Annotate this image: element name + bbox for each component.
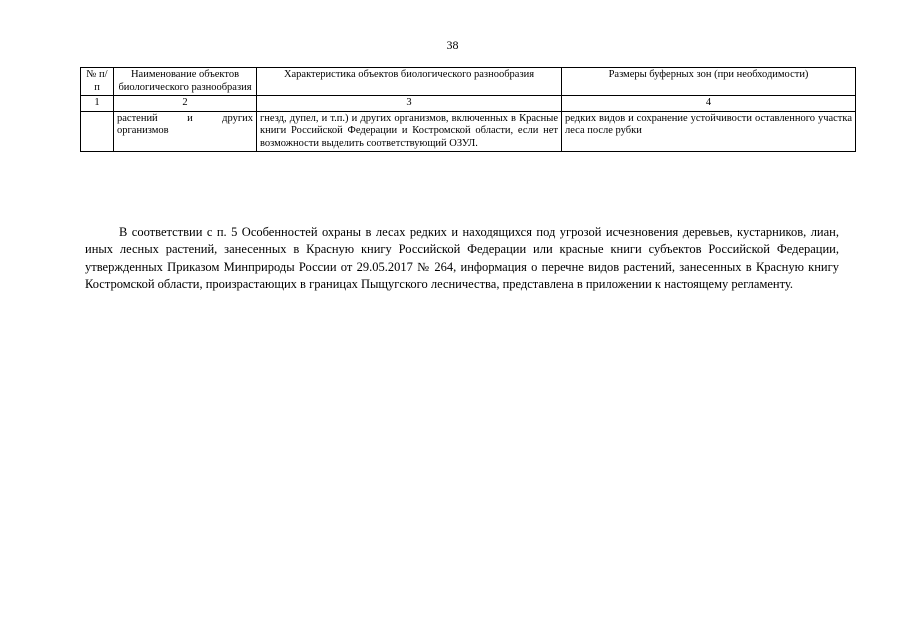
column-number-4: 4 (562, 96, 856, 112)
header-buffer-zones: Размеры буферных зон (при необходимости) (562, 68, 856, 96)
row-number-cell (81, 111, 114, 152)
body-paragraph: В соответствии с п. 5 Особенностей охраны в лесах редких и находящихся под угрозой исчезновения деревьев, кустарников, лиан, иных лесных растений, занесенных в Красную книгу Российской Федерации или красные книги субъектов Российской Федерации, утвержденных Приказом Минприроды России от 29.05.2017 № 264, информация о перечне видов растений, занесенных в Красную книгу Костромской области, произрастающих в границах Пыщугского лесничества, представлена в приложении к настоящему регламенту. (85, 225, 839, 292)
header-object-name: Наименование объектов биологического разнообразия (114, 68, 257, 96)
column-number-2: 2 (114, 96, 257, 112)
header-characteristic: Характеристика объектов биологического разнообразия (257, 68, 562, 96)
column-number-1: 1 (81, 96, 114, 112)
biodiversity-table (80, 67, 856, 152)
page-number: 38 (446, 38, 459, 52)
header-number: № п/п (81, 68, 114, 96)
column-numbers-row (81, 96, 856, 112)
table-header-row (81, 68, 856, 96)
characteristic-cell: гнезд, дупел, и т.п.) и других организмов, включенных в Красные книги Российской Федерации и Костромской области, если нет возможности выделить соответствующий ОЗУЛ. (257, 111, 562, 152)
object-name-cell: растений и других организмов (114, 111, 257, 152)
column-number-3: 3 (257, 96, 562, 112)
buffer-zone-cell: редких видов и сохранение устойчивости оставленного участка леса после рубки (562, 111, 856, 152)
table-row (81, 111, 856, 152)
